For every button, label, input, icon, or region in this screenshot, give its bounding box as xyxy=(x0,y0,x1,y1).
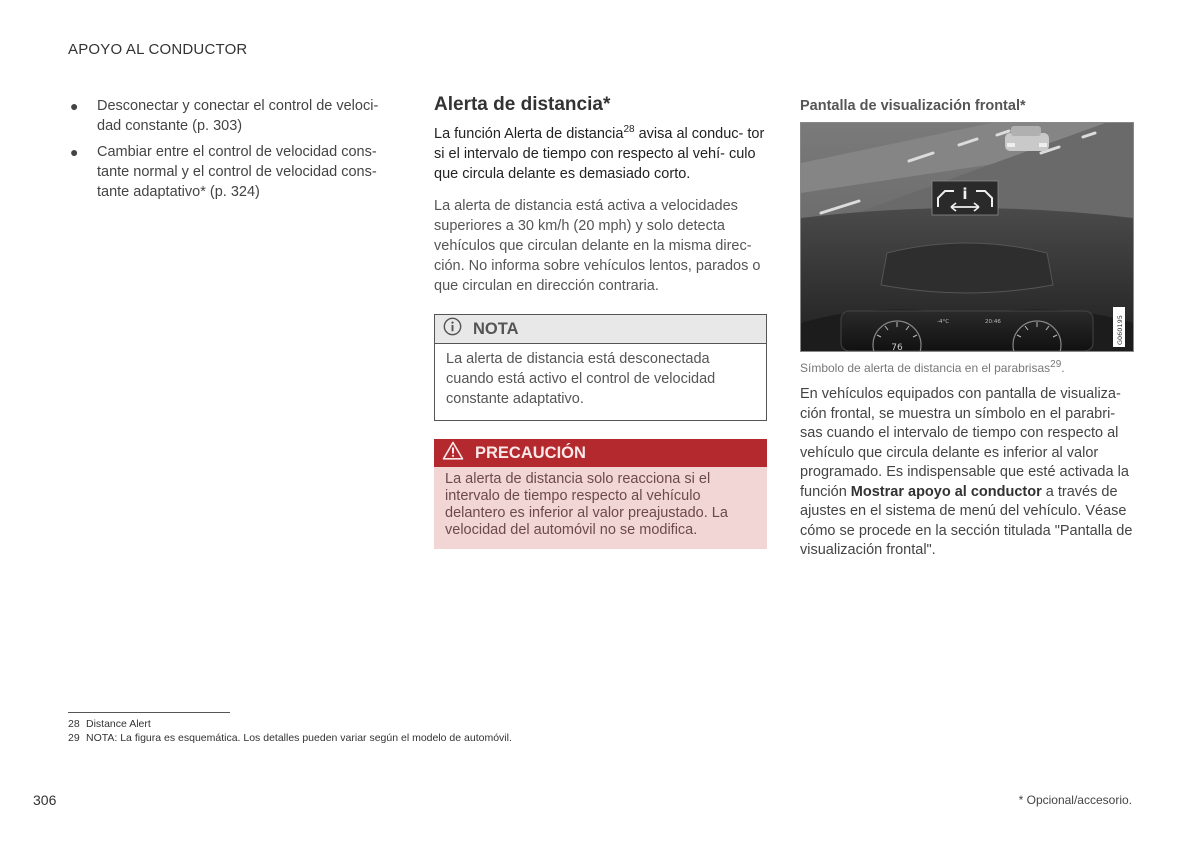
right-column xyxy=(800,97,1134,561)
svg-text:i: i xyxy=(962,185,968,203)
caution-title: PRECAUCIÓN xyxy=(475,443,586,462)
footnote xyxy=(68,732,512,745)
optional-accessory-note: * Opcional/accesorio. xyxy=(1018,793,1132,807)
bullet-item xyxy=(68,96,398,136)
info-circle-icon xyxy=(443,317,462,341)
distance-alert-hud-symbol xyxy=(932,181,998,215)
bullet-list xyxy=(68,96,398,208)
footnote-number: 28 xyxy=(68,718,80,730)
bullet-text: Desconectar y conectar el control de veloci- dad constante (p. 303) xyxy=(97,98,379,134)
menu-setting-name: Mostrar apoyo al conductor xyxy=(850,483,1042,500)
footnote xyxy=(68,718,151,731)
caution-header xyxy=(434,439,767,467)
footnote-number: 29 xyxy=(68,732,80,744)
bullet-icon: ● xyxy=(70,144,79,160)
intro-paragraph xyxy=(434,124,767,184)
hud-text-b: a través de ajustes en el sistema de menú del vehículo. Véase cómo se procede en la sección titulada "Pantalla de visualización frontal". xyxy=(800,483,1133,558)
caution-box xyxy=(434,439,767,549)
bullet-item xyxy=(68,142,398,202)
note-header xyxy=(435,315,766,344)
footnote-ref: 29 xyxy=(1050,359,1062,370)
bullet-icon: ● xyxy=(70,98,79,114)
subsection-heading: Pantalla de visualización frontal* xyxy=(800,98,1026,114)
speed-reading-text: 76 xyxy=(891,343,903,351)
cluster-time-text: 20:46 xyxy=(985,319,1001,325)
section-heading: Alerta de distancia* xyxy=(434,94,611,115)
head-up-display-illustration xyxy=(800,122,1134,352)
note-text: La alerta de distancia está desconectada cuando está activo el control de velocidad constante adaptativo. xyxy=(446,351,716,407)
intro-text-b: avisa al conduc- tor si el intervalo de tiempo con respecto al vehí- culo que circula delante es demasiado corto. xyxy=(434,126,765,182)
caption-end: . xyxy=(1061,361,1065,375)
note-title: NOTA xyxy=(473,319,519,338)
footnote-text: Distance Alert xyxy=(86,718,151,730)
cluster-temp-text: -4°C xyxy=(937,319,950,325)
hud-text-a: En vehículos equipados con pantalla de visualiza- ción frontal, se muestra un símbolo en el parabri- sas cuando el intervalo de tiempo con respecto al vehículo que circula delante es inferior al valor programado. Es indispensable que esté activada la función xyxy=(800,386,1129,500)
footnote-ref: 28 xyxy=(623,124,635,136)
warning-triangle-icon xyxy=(442,441,464,465)
footnote-divider xyxy=(68,712,230,713)
bullet-text: Cambiar entre el control de velocidad cons- tante normal y el control de velocidad cons- tante adaptativo* (p. 324) xyxy=(97,144,377,200)
footnote-text: NOTA: La figura es esquemática. Los detalles pueden variar según el modelo de automóvil. xyxy=(86,732,512,744)
figure-code: G060195 xyxy=(1116,315,1124,345)
intro-text-a: La función Alerta de distancia xyxy=(434,126,624,142)
section-header: APOYO AL CONDUCTOR xyxy=(68,41,248,58)
figure-caption xyxy=(800,361,1134,375)
caption-text: Símbolo de alerta de distancia en el parabrisas xyxy=(800,361,1051,375)
hud-paragraph xyxy=(800,385,1134,561)
middle-column xyxy=(434,93,767,549)
note-box xyxy=(434,314,767,421)
caution-text: La alerta de distancia solo reacciona si el intervalo de tiempo respecto al vehículo delantero es inferior al valor preajustado. La velocidad del automóvil no se modifica. xyxy=(434,467,767,549)
page-number: 306 xyxy=(33,792,57,808)
body-paragraph: La alerta de distancia está activa a velocidades superiores a 30 km/h (20 mph) y solo detecta vehículos que circulan delante en la misma direc- ción. No informa sobre vehículos lentos, parados o que circulan en dirección contraria. xyxy=(434,198,761,294)
